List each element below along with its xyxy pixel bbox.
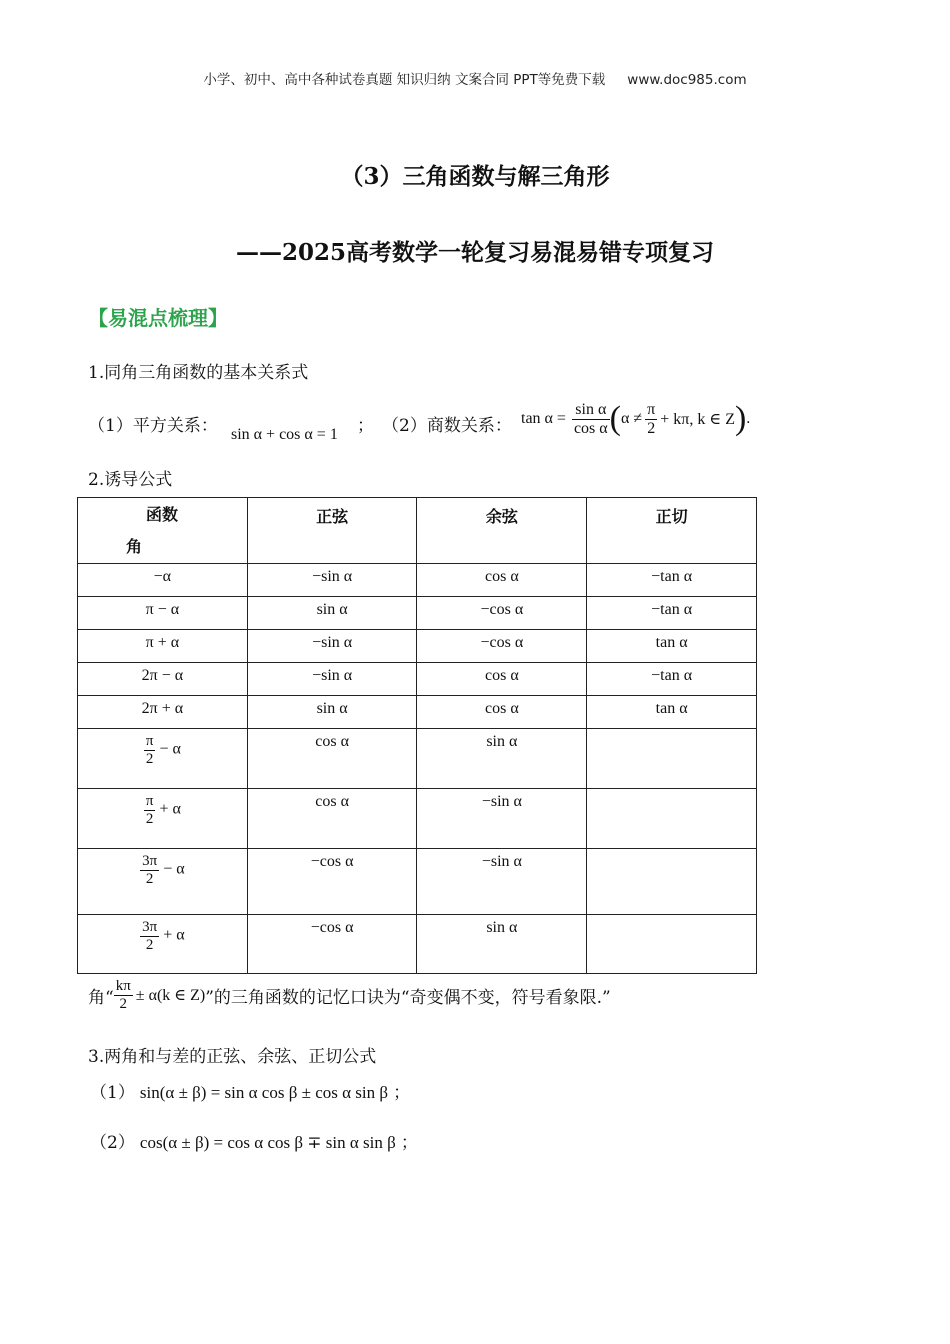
left-paren: ( xyxy=(609,400,621,437)
header-text: 小学、初中、高中各种试卷真题 知识归纳 文案合同 PPT等免费下载 xyxy=(203,72,606,88)
angle-cell: π + α xyxy=(78,630,248,663)
angle-den: 2 xyxy=(145,750,154,767)
mnemonic-line xyxy=(88,978,611,1012)
header-angle: 角 xyxy=(126,537,143,556)
sin-cell: −sin α xyxy=(247,663,417,696)
cos-cell: −sin α xyxy=(417,789,587,849)
angle-cell xyxy=(78,729,248,789)
cos-cell: cos α xyxy=(417,663,587,696)
item2-heading: 2.诱导公式 xyxy=(88,470,173,490)
angle-den: 2 xyxy=(145,810,154,827)
angle-den: 2 xyxy=(145,870,154,887)
angle-tail: + α xyxy=(159,800,181,818)
sin-cell: sin α xyxy=(247,597,417,630)
cond-post: + kπ, k ∈ Z xyxy=(660,411,735,428)
tan-cell: tan α xyxy=(587,696,757,729)
table-row xyxy=(78,915,757,974)
cos-cell: cos α xyxy=(417,696,587,729)
angle-num: π xyxy=(145,793,154,809)
header-corner xyxy=(78,498,248,564)
table-header-row xyxy=(78,498,757,564)
item1-part2-label: （2）商数关系： xyxy=(382,416,512,436)
cond-num: π xyxy=(647,400,656,418)
angle-den: 2 xyxy=(145,936,154,953)
cos-cell: sin α xyxy=(417,915,587,974)
item3-heading: 3.两角和与差的正弦、余弦、正切公式 xyxy=(88,1047,377,1067)
f1-end: ； xyxy=(393,1083,411,1103)
cond-pre: α ≠ xyxy=(621,410,643,427)
formula-1-line xyxy=(90,1078,410,1103)
angle-tail: − α xyxy=(163,860,185,878)
angle-num: π xyxy=(145,733,154,749)
f2-formula: cos(α ± β) = cos α cos β ∓ sin α sin β xyxy=(139,1133,396,1152)
angle-cell: 2π + α xyxy=(78,696,248,729)
tan-cell xyxy=(587,915,757,974)
mnemonic-tail: ± α(k ∈ Z) xyxy=(135,987,206,1004)
tan-cell xyxy=(587,849,757,915)
formula-end: . xyxy=(746,410,751,427)
quotient-lhs: tan α = xyxy=(521,410,566,427)
mnemonic-num: kπ xyxy=(115,978,131,994)
page-title: （3）三角函数与解三角形 xyxy=(340,163,610,190)
page-subtitle: ——2025高考数学一轮复习易混易错专项复习 xyxy=(235,239,714,266)
tan-cell xyxy=(587,729,757,789)
table-row xyxy=(78,789,757,849)
angle-tail: + α xyxy=(163,926,185,944)
quotient-fraction xyxy=(572,401,610,437)
f2-end: ； xyxy=(400,1133,418,1153)
angle-tail: − α xyxy=(159,740,181,758)
item1-heading: 1.同角三角函数的基本关系式 xyxy=(88,363,309,383)
f2-label: （2） xyxy=(90,1133,135,1153)
item1-part1-label: （1）平方关系： xyxy=(88,416,218,436)
angle-cell xyxy=(78,849,248,915)
sin-cell: −cos α xyxy=(247,915,417,974)
header-cos: 余弦 xyxy=(417,498,587,564)
header-tan: 正切 xyxy=(587,498,757,564)
quotient-den: cos α xyxy=(573,419,608,437)
item1-sep: ； xyxy=(357,416,374,436)
sin-cell: −sin α xyxy=(247,564,417,597)
cos-cell: −cos α xyxy=(417,630,587,663)
induction-table xyxy=(77,497,757,974)
cos-cell: sin α xyxy=(417,729,587,789)
mnemonic-fraction xyxy=(114,978,133,1012)
tan-cell xyxy=(587,789,757,849)
angle-cell: π − α xyxy=(78,597,248,630)
f1-formula: sin(α ± β) = sin α cos β ± cos α sin β xyxy=(139,1083,388,1102)
table-row xyxy=(78,849,757,915)
tan-cell: −tan α xyxy=(587,663,757,696)
cond-den: 2 xyxy=(647,419,656,437)
sin-cell: cos α xyxy=(247,789,417,849)
cos-cell: cos α xyxy=(417,564,587,597)
angle-cell xyxy=(78,915,248,974)
sin-cell: cos α xyxy=(247,729,417,789)
table-row xyxy=(78,564,757,597)
header-sin: 正弦 xyxy=(247,498,417,564)
formula-2-line xyxy=(90,1128,418,1153)
table-row xyxy=(78,663,757,696)
mnemonic-den: 2 xyxy=(119,995,127,1012)
table-row xyxy=(78,597,757,630)
page-header xyxy=(0,68,950,88)
quotient-num: sin α xyxy=(572,401,610,420)
tan-cell: tan α xyxy=(587,630,757,663)
tan-cell: −tan α xyxy=(587,597,757,630)
header-func: 函数 xyxy=(146,505,179,524)
mnemonic-post: ”的三角函数的记忆口诀为“奇变偶不变，符号看象限.” xyxy=(205,987,611,1008)
angle-num: 3π xyxy=(142,919,158,935)
tan-cell: −tan α xyxy=(587,564,757,597)
cond-fraction xyxy=(645,401,657,437)
mnemonic-pre: 角“ xyxy=(88,987,114,1008)
angle-cell: 2π − α xyxy=(78,663,248,696)
angle-num: 3π xyxy=(142,853,158,869)
square-formula: sin α + cos α = 1 xyxy=(231,426,338,443)
table-row xyxy=(78,696,757,729)
cos-cell: −cos α xyxy=(417,597,587,630)
cos-cell: −sin α xyxy=(417,849,587,915)
table-row xyxy=(78,729,757,789)
sin-cell: −cos α xyxy=(247,849,417,915)
table-row xyxy=(78,630,757,663)
right-paren: ) xyxy=(734,400,747,437)
angle-cell xyxy=(78,789,248,849)
sin-cell: −sin α xyxy=(247,630,417,663)
sin-cell: sin α xyxy=(247,696,417,729)
f1-label: （1） xyxy=(90,1083,135,1103)
quotient-formula xyxy=(521,394,750,444)
header-site[interactable]: www.doc985.com xyxy=(627,72,747,88)
section-heading: 【易混点梳理】 xyxy=(88,306,228,330)
angle-cell: −α xyxy=(78,564,248,597)
